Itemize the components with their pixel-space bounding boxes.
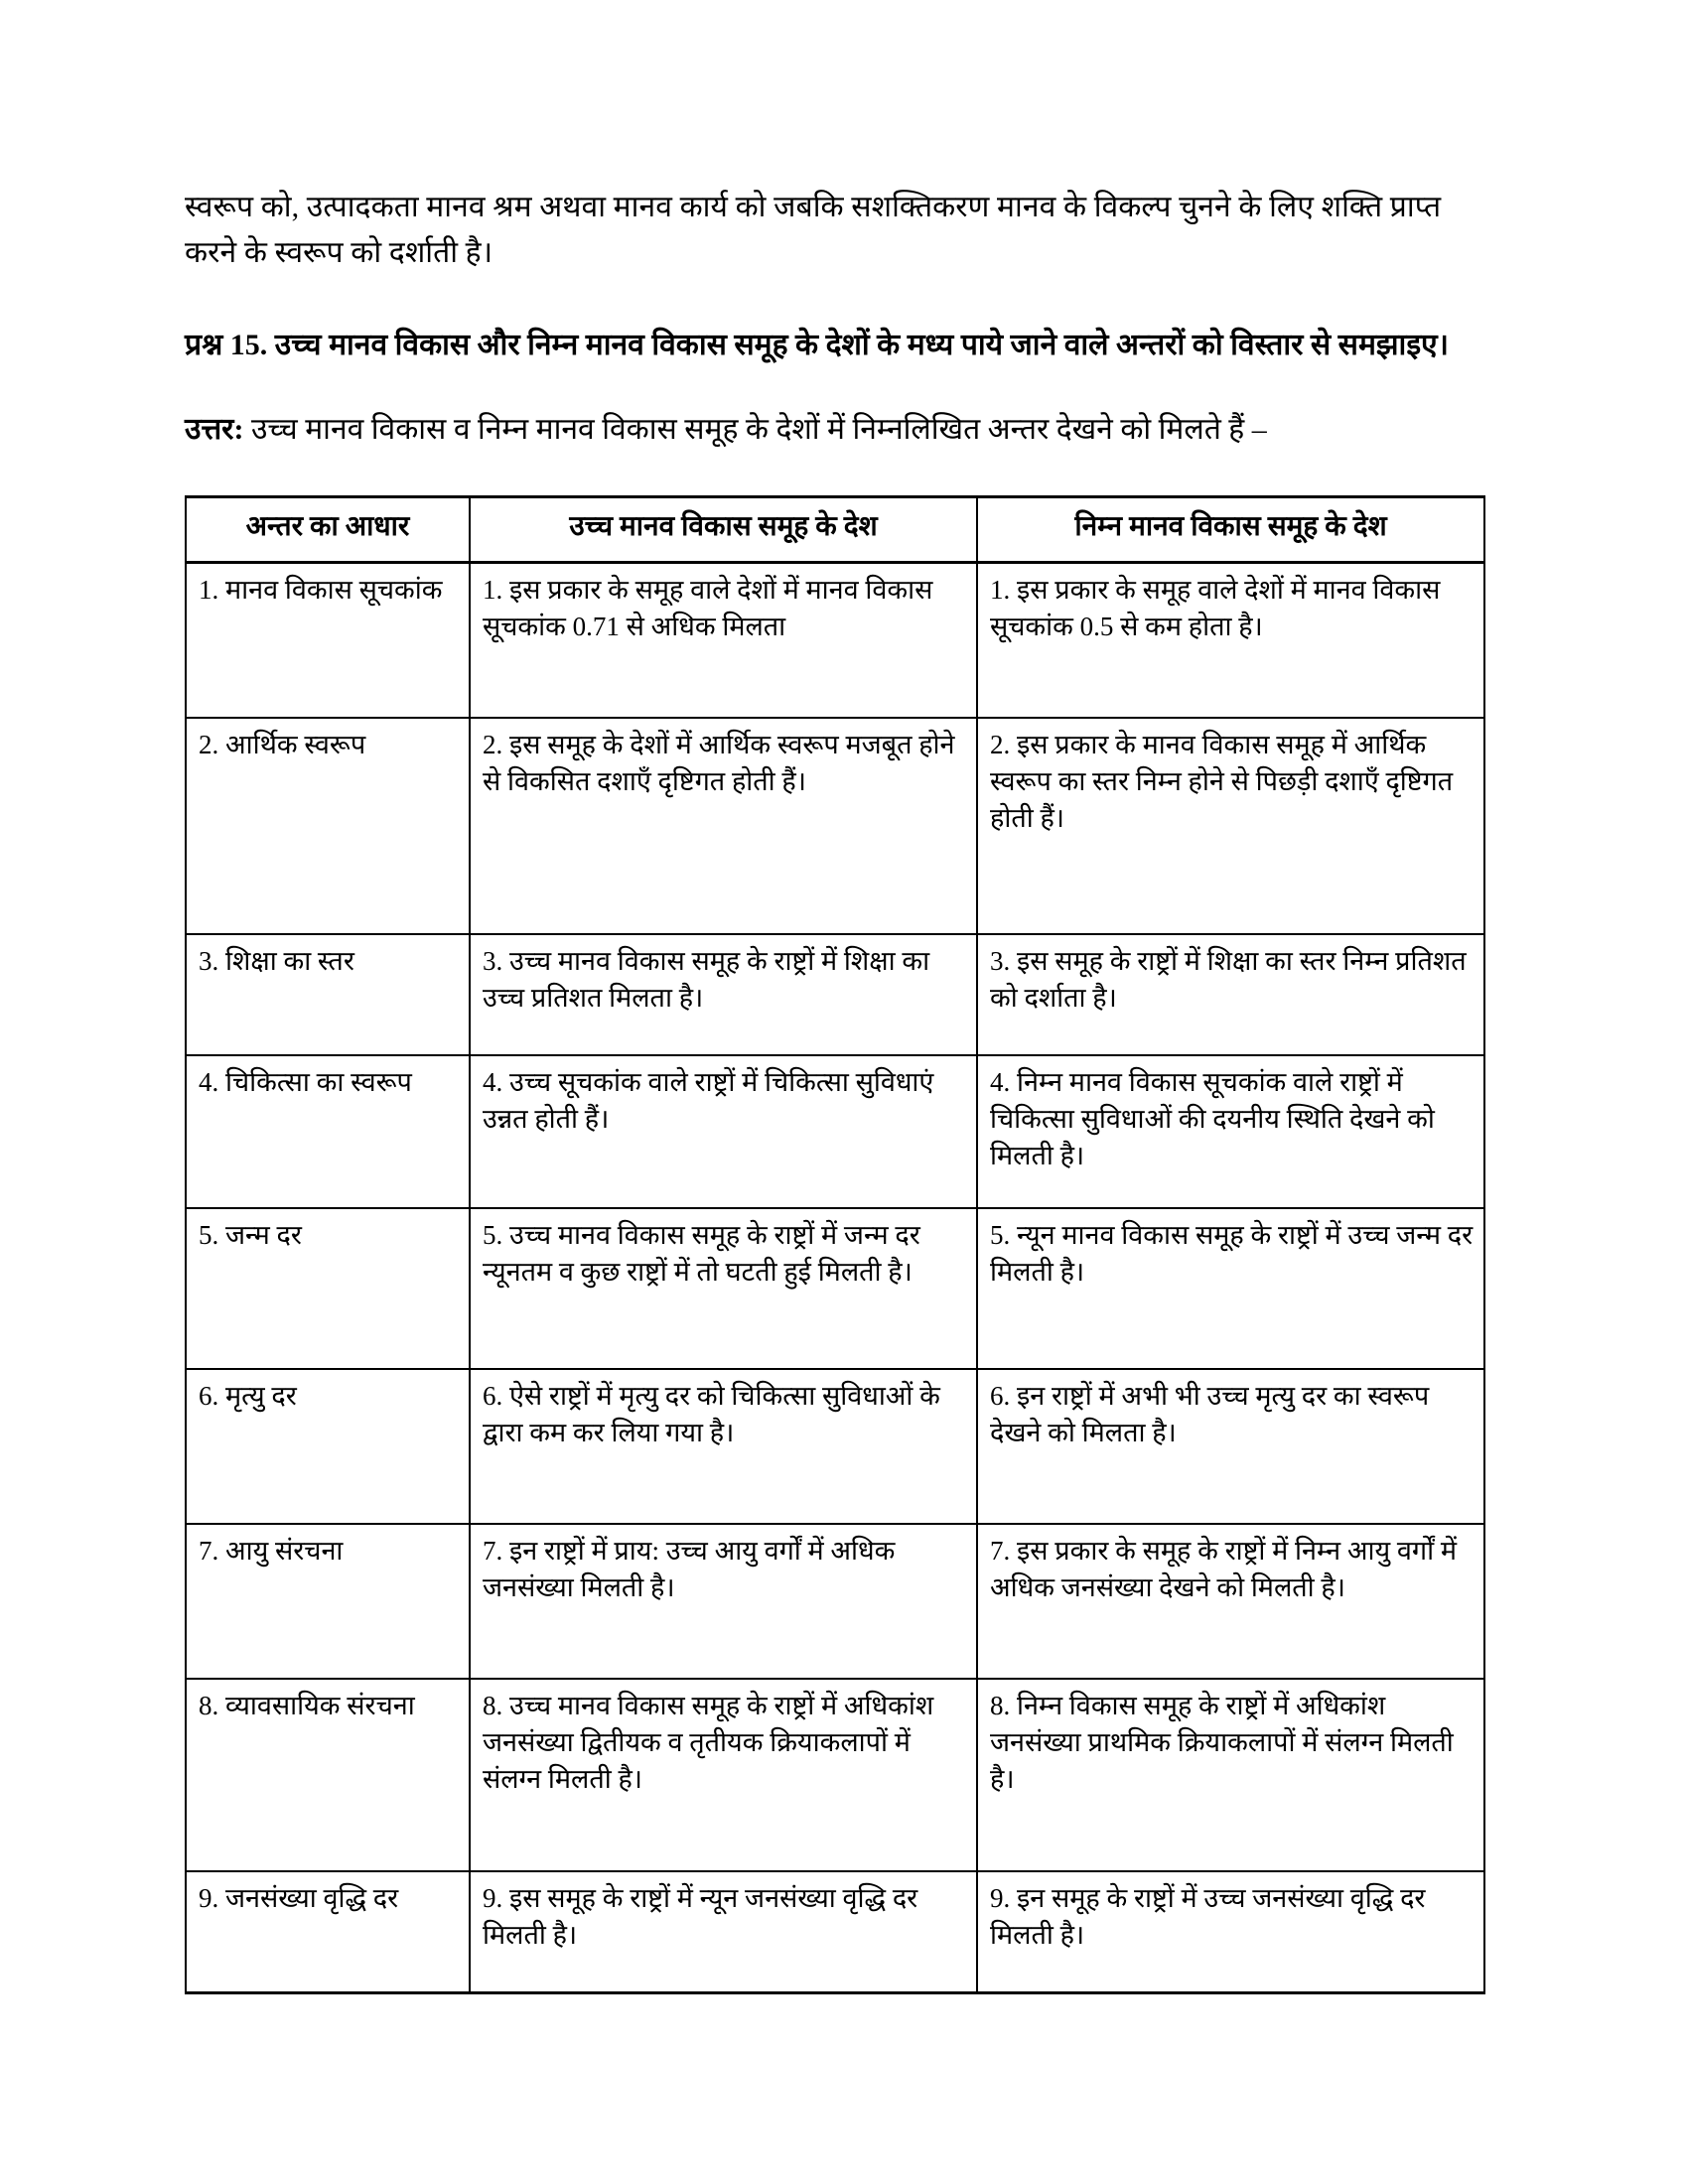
cell-high: 2. इस समूह के देशों में आर्थिक स्वरूप मजबूत होने से विकसित दशाएँ दृष्टिगत होती हैं। (470, 718, 977, 934)
cell-basis: 7. आयु संरचना (186, 1524, 470, 1679)
question-heading: प्रश्न 15. उच्च मानव विकास और निम्न मानव विकास समूह के देशों के मध्य पाये जाने वाले अन्तरों को विस्तार से समझाइए। (185, 329, 1450, 362)
cell-high: 6. ऐसे राष्ट्रों में मृत्यु दर को चिकित्सा सुविधाओं के द्वारा कम कर लिया गया है। (470, 1369, 977, 1524)
cell-low: 6. इन राष्ट्रों में अभी भी उच्च मृत्यु दर का स्वरूप देखने को मिलता है। (977, 1369, 1484, 1524)
table-row (186, 718, 1484, 934)
table-row (186, 1524, 1484, 1679)
cell-low: 1. इस प्रकार के समूह वाले देशों में मानव विकास सूचकांक 0.5 से कम होता है। (977, 562, 1484, 718)
cell-high: 3. उच्च मानव विकास समूह के राष्ट्रों में शिक्षा का उच्च प्रतिशत मिलता है। (470, 934, 977, 1055)
table-row (186, 1208, 1484, 1369)
table-head (186, 497, 1484, 563)
spacer-after-intro (185, 275, 1493, 323)
cell-basis: 6. मृत्यु दर (186, 1369, 470, 1524)
cell-basis: 5. जन्म दर (186, 1208, 470, 1369)
cell-low: 5. न्यून मानव विकास समूह के राष्ट्रों में उच्च जन्म दर मिलती है। (977, 1208, 1484, 1369)
column-header-high-hd: उच्च मानव विकास समूह के देश (470, 497, 977, 563)
cell-high: 4. उच्च सूचकांक वाले राष्ट्रों में चिकित्सा सुविधाएं उन्नत होती हैं। (470, 1055, 977, 1208)
table-row (186, 1055, 1484, 1208)
table-row (186, 1679, 1484, 1871)
column-header-low-hd: निम्न मानव विकास समूह के देश (977, 497, 1484, 563)
cell-basis: 8. व्यावसायिक संरचना (186, 1679, 470, 1871)
cell-basis: 3. शिक्षा का स्तर (186, 934, 470, 1055)
column-header-basis: अन्तर का आधार (186, 497, 470, 563)
cell-basis: 9. जनसंख्या वृद्धि दर (186, 1871, 470, 1993)
table-row (186, 562, 1484, 718)
cell-low: 3. इस समूह के राष्ट्रों में शिक्षा का स्तर निम्न प्रतिशत को दर्शाता है। (977, 934, 1484, 1055)
spacer-after-question (185, 367, 1493, 407)
cell-low: 8. निम्न विकास समूह के राष्ट्रों में अधिकांश जनसंख्या प्राथमिक क्रियाकलापों में संलग्न मिलती है। (977, 1679, 1484, 1871)
answer-intro (185, 407, 1493, 452)
answer-label: उत्तर: (185, 413, 244, 447)
table-row (186, 1871, 1484, 1993)
comparison-table (185, 495, 1485, 1994)
cell-basis: 4. चिकित्सा का स्वरूप (186, 1055, 470, 1208)
cell-high: 8. उच्च मानव विकास समूह के राष्ट्रों में अधिकांश जनसंख्या द्वितीयक व तृतीयक क्रियाकलापों में संलग्न मिलती है। (470, 1679, 977, 1871)
cell-basis: 1. मानव विकास सूचकांक (186, 562, 470, 718)
cell-low: 9. इन समूह के राष्ट्रों में उच्च जनसंख्या वृद्धि दर मिलती है। (977, 1871, 1484, 1993)
cell-high: 9. इस समूह के राष्ट्रों में न्यून जनसंख्या वृद्धि दर मिलती है। (470, 1871, 977, 1993)
spacer-before-table (185, 452, 1493, 495)
cell-low: 2. इस प्रकार के मानव विकास समूह में आर्थिक स्वरूप का स्तर निम्न होने से पिछड़ी दशाएँ दृष्टिगत होती हैं। (977, 718, 1484, 934)
cell-basis: 2. आर्थिक स्वरूप (186, 718, 470, 934)
cell-high: 5. उच्च मानव विकास समूह के राष्ट्रों में जन्म दर न्यूनतम व कुछ राष्ट्रों में तो घटती हुई मिलती है। (470, 1208, 977, 1369)
table-body (186, 562, 1484, 1992)
table-row (186, 1369, 1484, 1524)
cell-high: 1. इस प्रकार के समूह वाले देशों में मानव विकास सूचकांक 0.71 से अधिक मिलता (470, 562, 977, 718)
table-header-row (186, 497, 1484, 563)
cell-low: 4. निम्न मानव विकास सूचकांक वाले राष्ट्रों में चिकित्सा सुविधाओं की दयनीय स्थिति देखने को मिलती है। (977, 1055, 1484, 1208)
answer-body: उच्च मानव विकास व निम्न मानव विकास समूह के देशों में निम्नलिखित अन्तर देखने को मिलते हैं – (243, 413, 1267, 447)
intro-paragraph: स्वरूप को, उत्पादकता मानव श्रम अथवा मानव कार्य को जबकि सशक्तिकरण मानव के विकल्प चुनने के लिए शक्ति प्राप्त करने के स्वरूप को दर्शाती है। (185, 191, 1442, 269)
cell-low: 7. इस प्रकार के समूह के राष्ट्रों में निम्न आयु वर्गों में अधिक जनसंख्या देखने को मिलती है। (977, 1524, 1484, 1679)
cell-high: 7. इन राष्ट्रों में प्राय: उच्च आयु वर्गों में अधिक जनसंख्या मिलती है। (470, 1524, 977, 1679)
table-row (186, 934, 1484, 1055)
